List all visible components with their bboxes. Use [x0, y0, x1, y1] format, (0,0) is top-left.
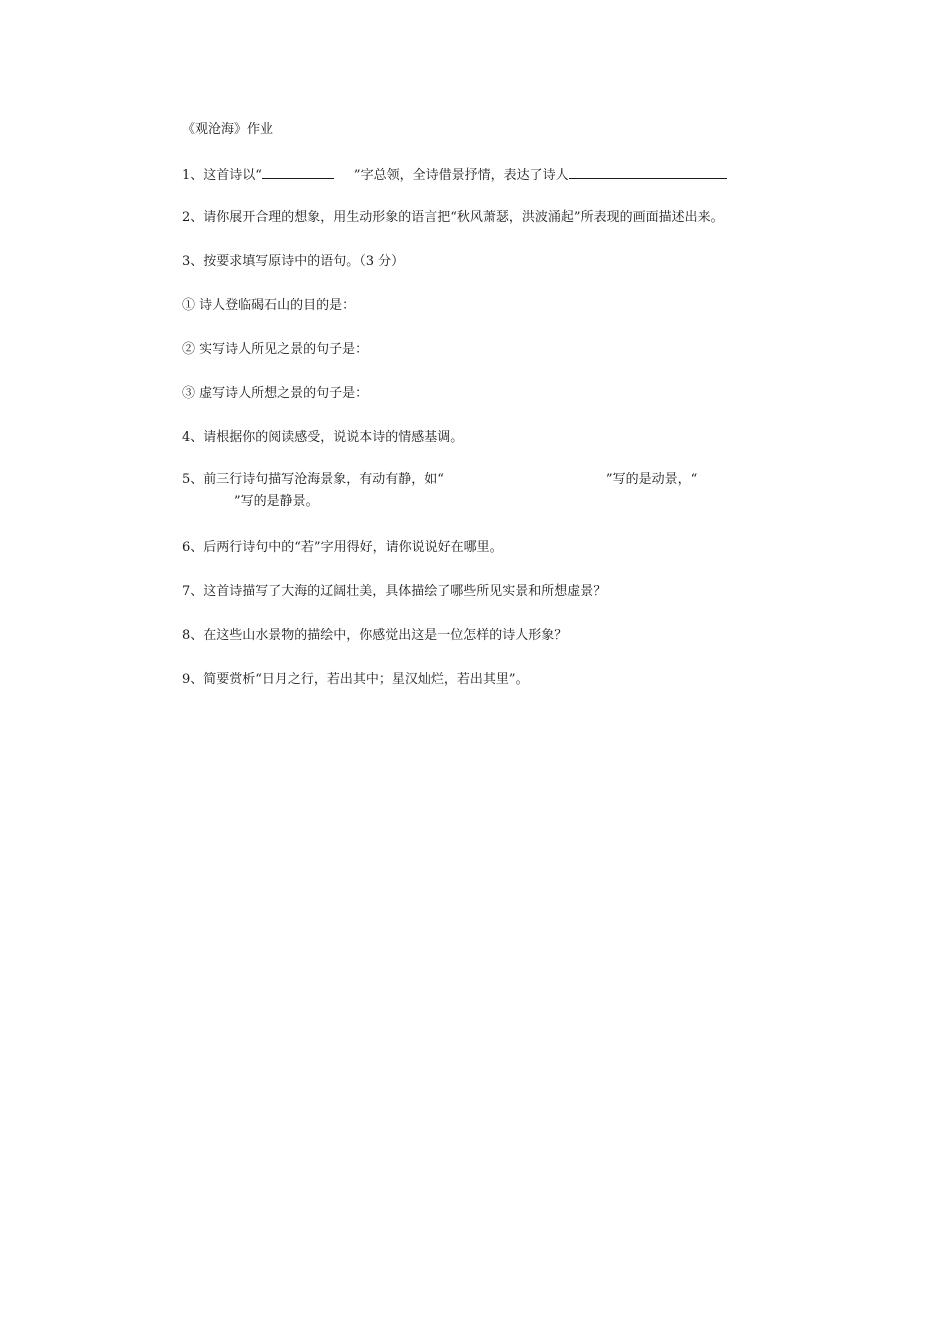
question-7: 7、这首诗描写了大海的辽阔壮美，具体描绘了哪些所见实景和所想虚景？	[182, 584, 607, 599]
question-3-sub-1: ① 诗人登临碣石山的目的是：	[182, 298, 356, 313]
question-4: 4、请根据你的阅读感受，说说本诗的情感基调。	[182, 430, 464, 445]
question-5-text-mid: ”写的是动景，“	[605, 472, 698, 487]
question-8: 8、在这些山水景物的描绘中，你感觉出这是一位怎样的诗人形象？	[182, 628, 568, 643]
question-3-sub-3: ③ 虚写诗人所想之景的句子是：	[182, 386, 369, 401]
question-5-continued	[234, 492, 319, 512]
question-9: 9、简要赏析“日月之行，若出其中；星汉灿烂，若出其里”。	[182, 672, 529, 687]
question-3-sub-2: ② 实写诗人所见之景的句子是：	[182, 342, 369, 357]
question-1-text-start: 1、这首诗以“	[182, 168, 262, 183]
question-1-blank-emotion[interactable]	[569, 164, 727, 179]
question-6: 6、后两行诗句中的“若”字用得好，请你说说好在哪里。	[182, 540, 503, 555]
question-1-text-mid: ”字总领，全诗借景抒情，表达了诗人	[353, 168, 569, 183]
question-5-text-start: 5、前三行诗句描写沧海景象，有动有静，如“	[182, 472, 444, 487]
question-3: 3、按要求填写原诗中的语句。（3 分）	[182, 254, 405, 269]
question-1	[182, 164, 727, 186]
question-1-blank-keyword[interactable]	[262, 164, 334, 179]
question-5	[182, 470, 697, 490]
document-title: 《观沧海》作业	[182, 122, 274, 137]
question-2: 2、请你展开合理的想象，用生动形象的语言把“秋风萧瑟，洪波涌起”所表现的画面描述出来。	[182, 210, 724, 225]
question-5-text-end: ”写的是静景。	[234, 494, 319, 509]
